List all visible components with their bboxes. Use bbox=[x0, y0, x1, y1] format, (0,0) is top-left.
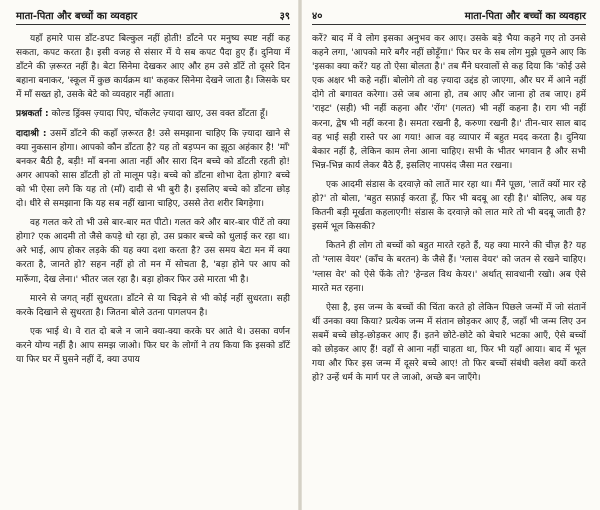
paragraph-text: एक आदमी संडास के दरवाज़े को लातें मार रहा था। मैंने पूछा, 'लातें क्यों मार रहे हो?' तो बोला, 'बहुत सफ़ाई करता हूँ, फिर भी बदबू आ रही है।' बोलिए, अब यह कितनी बड़ी मूर्खता कहलाएगी! संडास के दरवाज़े को लात मारे तो भी बदबू जाती है? इसमें भूल किसकी? bbox=[312, 179, 586, 233]
paragraph-question bbox=[16, 107, 290, 121]
paragraph-text: वह गलत करे तो भी उसे बार-बार मत पीटो। गलत करे और बार-बार पीटें तो क्या होगा? एक आदमी तो जैसे कपड़े धो रहा हो, उस प्रकार बच्चे को धुलाई कर रहा था। अरे भाई, आप होकर लड़के की यह क्या दशा करता है? उस समय बेटा मन में क्या करता है, जानते हो? सहन नहीं हो तो मन में सोचता है, 'बड़ा होने पर आप को मारूँगा, देख लेना।' भीतर जल रहा है। बड़ा होकर फिर उसे मारता भी है। bbox=[16, 218, 290, 285]
paragraph-text: ऐसा है, इस जन्म के बच्चों की चिंता करते हो लेकिन पिछले जन्मों में जो संतानें थीं उनका क्या किया? प्रत्येक जन्म में संतान छोड़कर आए हैं, जहाँ भी जन्म लिए उन सबमें बच्चे छोड़-छोड़कर आए हैं। इतने छोटे-छोटे को बेचारे भटका आएँ, ऐसे बच्चों को छोड़कर आए हैं! वहाँ से आना नहीं चाहता था, फिर भी यहाँ आया। बाद में भूल गया और फिर इस जन्म में दूसरे बच्चे आए! तो फिर बच्चों संबंधी क्लेश क्यों करते हो? उन्हें धर्म के मार्ग पर ले जाओ, अच्छे बन जाएँगे। bbox=[312, 302, 586, 384]
right-page-number: ४० bbox=[312, 11, 323, 22]
paragraph bbox=[16, 292, 290, 320]
speaker-label: दादाश्री : bbox=[16, 128, 47, 139]
paragraph bbox=[312, 32, 586, 173]
paragraph bbox=[312, 301, 586, 386]
paragraph-text: एक भाई थे। वे रात दो बजे न जाने क्या-क्या करके घर आते थे। उसका वर्णन करने योग्य नहीं है। आप समझ जाओ। फिर घर के लोगों ने तय किया कि इसको डाँटें या फिर घर में घुसने नहीं दें, क्या उपाय bbox=[16, 326, 290, 365]
paragraph-text: यहाँ हमारे पास डाँट-डपट बिल्कुल नहीं होती! डाँटने पर मनुष्य स्पष्ट नहीं कह सकता, कपट करता है। इसी वजह से संसार में ये सब कपट पैदा हुए हैं। दुनिया में डाँटने की ज़रूरत नहीं है। बेटा सिनेमा देखकर आए और हम उसे डाँटें तो दूसरे दिन बहाना बनाकर, 'स्कूल में कुछ कार्यक्रम था' कहकर सिनेमा देखने जाता है। जिसके घर में माँ सख्त हो, उसके बेटे को व्यवहार नहीं आता। bbox=[16, 34, 290, 101]
speaker-label: प्रश्नकर्ता : bbox=[16, 109, 49, 120]
paragraph-text: उसमें डाँटने की कहाँ ज़रूरत है! उसे समझाना चाहिए कि ज़्यादा खाने से क्या नुकसान होगा। आपको कौन डाँटता है? यह तो बड़प्पन का झूठा अहंकार है! 'माँ' बनकर बैठी है, बड़ी! माँ बनना आता नहीं और सारा दिन बच्चे को डाँटती रहती हो! अगर आपको सास डाँटती हो तो मालूम पड़े। बच्चे को डाँटना शोभा देता होगा? बच्चे को भी ऐसा लगे कि यह तो (माँ) दादी से भी बुरी है। इसलिए बच्चे को डाँटना छोड़ दो। धीरे से समझाना कि यह सब नहीं खाना चाहिए, उससे तेरा शरीर बिगड़ेगा। bbox=[16, 128, 290, 210]
right-page bbox=[300, 0, 600, 510]
paragraph-text: कोल्ड ड्रिंक्स ज़्यादा पिए, चॉकलेट ज़्यादा खाए, उस वक्त डाँटता हूँ। bbox=[51, 109, 269, 120]
paragraph-answer bbox=[16, 127, 290, 212]
left-page-number: ३९ bbox=[279, 11, 290, 22]
paragraph-text: कितने ही लोग तो बच्चों को बहुत मारते रहते हैं, यह क्या मारने की चीज़ है? यह तो 'ग्लास वेयर' (काँच के बरतन) के जैसे हैं। 'ग्लास वेयर' को जतन से रखने चाहिए। 'ग्लास वेर' को ऐसे फेंके तो? 'हेन्डल विथ केयर।' अर्थात् सावधानी रखो। अब ऐसे मारते मत रहना। bbox=[312, 241, 586, 294]
paragraph-text: मारने से जगत् नहीं सुधरता। डाँटने से या चिढ़ने से भी कोई नहीं सुधरता। सही करके दिखाने से सुधरता है। जितना बोले उतना पागलपन है। bbox=[16, 293, 290, 318]
left-page-header bbox=[16, 8, 290, 25]
left-header-title: माता-पिता और बच्चों का व्यवहार bbox=[16, 11, 138, 22]
right-page-header bbox=[312, 8, 586, 25]
right-header-title: माता-पिता और बच्चों का व्यवहार bbox=[464, 11, 586, 22]
paragraph-text: करें? बाद में वे लोग इसका अनुभव कर आए। उसके बड़े भैया कहने गए तो उनसे कहने लगा, 'आपको मारे बगैर नहीं छोड़ूँगा।' फिर घर के सब लोग मुझे पूछने आए कि 'इसका क्या करें? यह तो ऐसा बोलता है।' तब मैंने घरवालों से कह दिया कि 'कोई उसे एक अक्षर भी कहे नहीं। बोलोगे तो वह ज़्यादा उद्दंड हो जाएगा, और घर में आने नहीं दोगे तो बगावत करेगा। उसे जब आना हो, तब आए और जाना हो तब जाए। हमें 'राइट' (सही) भी नहीं कहना और 'रोंग' (गलत) भी नहीं कहना है। राग भी नहीं करना, द्वेष भी नहीं करना है। समता रखनी है, करुणा रखनी है।' तीन-चार साल बाद वह भाई सही रास्ते पर आ गया! आज वह व्यापार में बहुत मदद करता है। दुनिया बेकार नहीं है, लेकिन काम लेना आना चाहिए। सभी के भीतर भगवान है और सभी भिन्न-भिन्न कार्य लेकर बैठे हैं, इसलिए नापसंद जैसा मत रखना। bbox=[312, 34, 586, 171]
paragraph bbox=[16, 325, 290, 367]
paragraph bbox=[16, 216, 290, 286]
paragraph bbox=[312, 239, 586, 295]
paragraph bbox=[16, 32, 290, 102]
paragraph bbox=[312, 178, 586, 234]
